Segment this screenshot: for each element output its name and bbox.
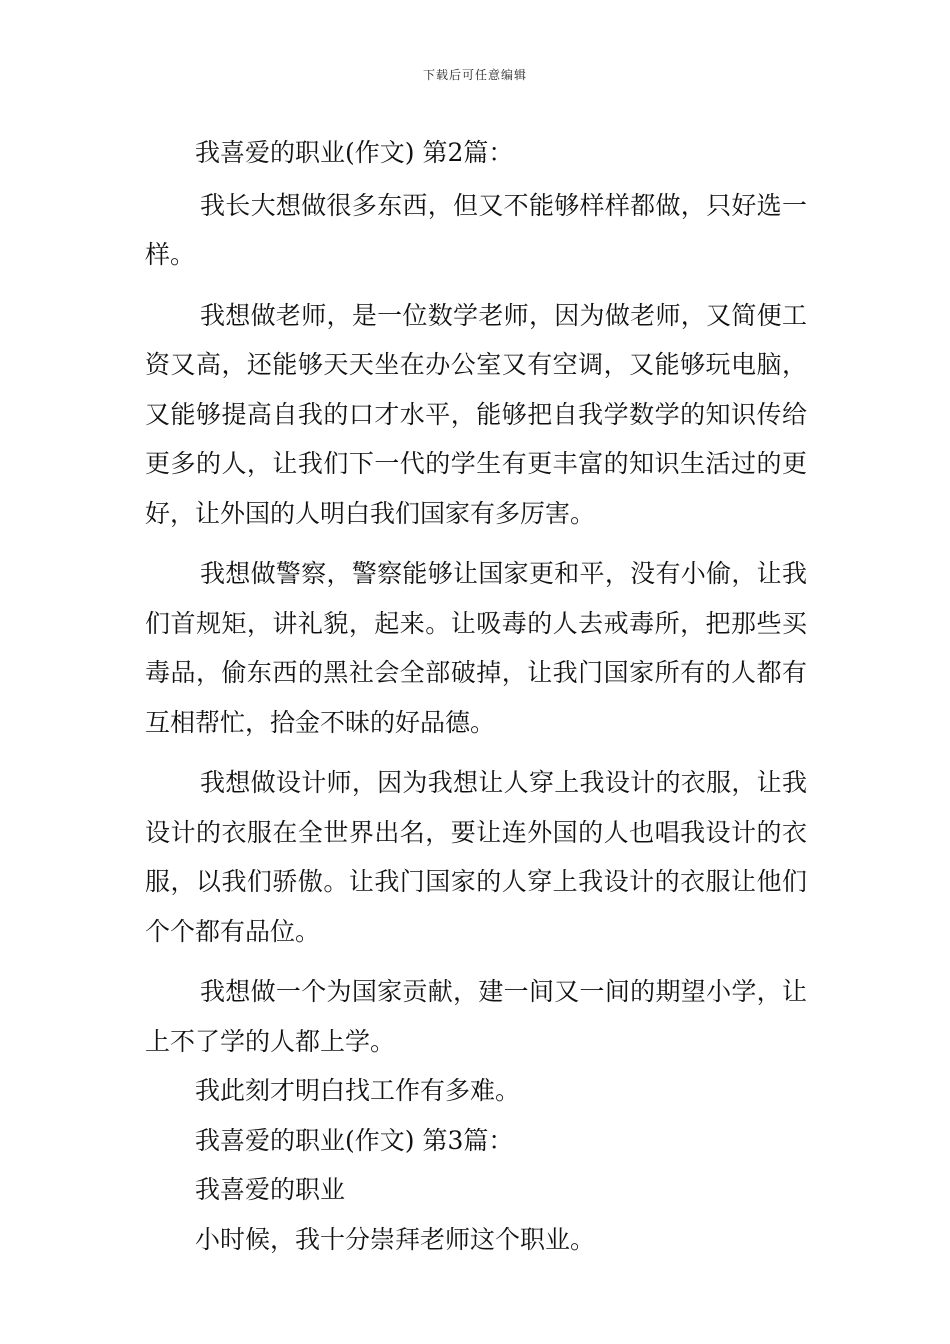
paragraph: 我长大想做很多东西，但又不能够样样都做，只好选一样。 (145, 190, 807, 269)
paragraph: 我想做警察，警察能够让国家更和平，没有小偷，让我们首规矩，讲礼貌，起来。让吸毒的人去戒毒所，把那些买毒品，偷东西的黑社会全部破掉，让我门国家所有的人都有互相帮忙，拾金不昧的好品德。 (145, 559, 807, 737)
section-subtitle: 我喜爱的职业 (195, 1175, 346, 1204)
section-heading: 我喜爱的职业(作文) 第2篇： (195, 138, 514, 167)
document-body (145, 128, 807, 1264)
paragraph: 我想做一个为国家贡献，建一间又一间的期望小学，让上不了学的人都上学。 (145, 977, 807, 1056)
paragraph: 我想做设计师，因为我想让人穿上我设计的衣服，让我设计的衣服在全世界出名，要让连外国的人也唱我设计的衣服，以我们骄傲。让我门国家的人穿上我设计的衣服让他们个个都有品位。 (145, 768, 807, 946)
opening-line: 小时候，我十分崇拜老师这个职业。 (195, 1224, 596, 1254)
paragraph: 我想做老师，是一位数学老师，因为做老师，又简便工资又高，还能够天天坐在办公室又有空调，又能够玩电脑，又能够提高自我的口才水平，能够把自我学数学的知识传给更多的人，让我们下一代的学生有更丰富的知识生活过的更好，让外国的人明白我们国家有多厉害。 (145, 300, 807, 528)
page-header: 下载后可任意编辑 (422, 68, 527, 82)
closing-line: 我此刻才明白找工作有多难。 (195, 1076, 521, 1105)
section-heading: 我喜爱的职业(作文) 第3篇： (195, 1125, 514, 1155)
